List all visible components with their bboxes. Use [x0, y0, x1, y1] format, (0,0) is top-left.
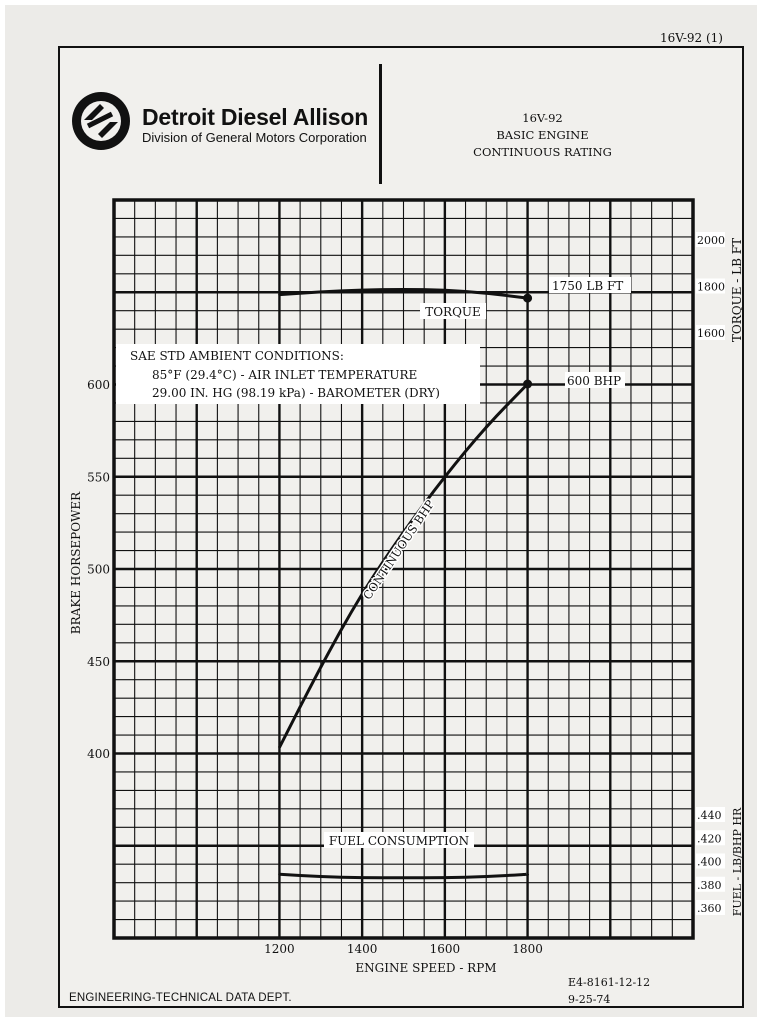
series-point [402, 877, 404, 879]
bhp-tick-label: 450 [87, 654, 110, 669]
bhp-tick-label: 600 [87, 378, 110, 392]
document-id: 16V-92 (1) [660, 31, 723, 45]
fuel-series-label: FUEL CONSUMPTION [328, 834, 470, 848]
engine-model: 16V-92 [522, 111, 563, 125]
fuel-tick-label: .440 [697, 809, 722, 822]
drawing-date: 9-25-74 [568, 993, 611, 1006]
bhp-axis-label: BRAKE HORSEPOWER [69, 491, 83, 635]
torque-axis-label: TORQUE - LB FT [730, 237, 744, 343]
chart-grid [114, 200, 693, 938]
brand-division: Division of General Motors Corporation [142, 130, 367, 145]
chart-labels [87, 232, 725, 956]
x-axis-label: ENGINE SPEED - RPM [355, 961, 497, 975]
x-tick-label: 1200 [264, 942, 295, 956]
series-point [485, 425, 487, 427]
series-point [444, 289, 446, 291]
conditions-line-1: 85°F (29.4°C) - AIR INLET TEMPERATURE [152, 368, 418, 382]
drawing-number: E4-8161-12-12 [568, 976, 651, 989]
series-point [320, 875, 322, 877]
series-point [444, 475, 446, 477]
series-point [278, 293, 280, 295]
bhp-tick-label: 500 [87, 562, 110, 577]
fuel-axis-label: FUEL - LB/BHP HR [731, 807, 744, 917]
annotation-marker [523, 380, 532, 389]
x-tick-label: 1800 [512, 942, 543, 956]
x-tick-label: 1600 [429, 942, 461, 956]
drawing-reference [568, 974, 650, 1008]
brand-name: Detroit Diesel Allison [142, 104, 369, 130]
fuel-tick-label: .360 [697, 902, 722, 915]
conditions-line-2: 29.00 IN. HG (98.19 kPa) - BAROMETER (DRY) [152, 386, 440, 400]
series-point [526, 873, 528, 875]
annotation-marker [523, 294, 532, 303]
annotation-torque-rating: 1750 LB FT [552, 279, 624, 293]
series-point [485, 292, 487, 294]
series-point [278, 873, 280, 875]
bhp-series-label: CONTINUOUS BHP [360, 497, 438, 603]
torque-tick-label: 1600 [697, 327, 725, 340]
conditions-title: SAE STD AMBIENT CONDITIONS: [130, 349, 344, 363]
fuel-tick-label: .380 [697, 878, 722, 892]
torque-tick-label: 1800 [697, 280, 725, 294]
series-point [485, 875, 487, 877]
heading-line-1: BASIC ENGINE [496, 128, 589, 142]
footer-department: ENGINEERING-TECHNICAL DATA DEPT. [69, 992, 292, 1004]
heading-line-2: CONTINUOUS RATING [473, 145, 612, 159]
fuel-tick-label: .420 [697, 832, 722, 846]
fuel-tick-label: .400 [697, 855, 722, 869]
series-point [361, 289, 363, 291]
bhp-tick-label: 550 [87, 470, 110, 485]
bhp-tick-label: 400 [87, 747, 110, 761]
series-point [444, 877, 446, 879]
torque-series-label: TORQUE [425, 305, 481, 319]
x-tick-label: 1400 [346, 942, 378, 956]
conditions-box [116, 344, 480, 404]
torque-tick-label: 2000 [697, 234, 725, 247]
series-point [361, 877, 363, 879]
series-point [320, 291, 322, 293]
series-point [402, 288, 404, 290]
series-point [278, 746, 280, 748]
series-point [320, 665, 322, 667]
annotation-bhp-rating: 600 BHP [567, 374, 622, 388]
